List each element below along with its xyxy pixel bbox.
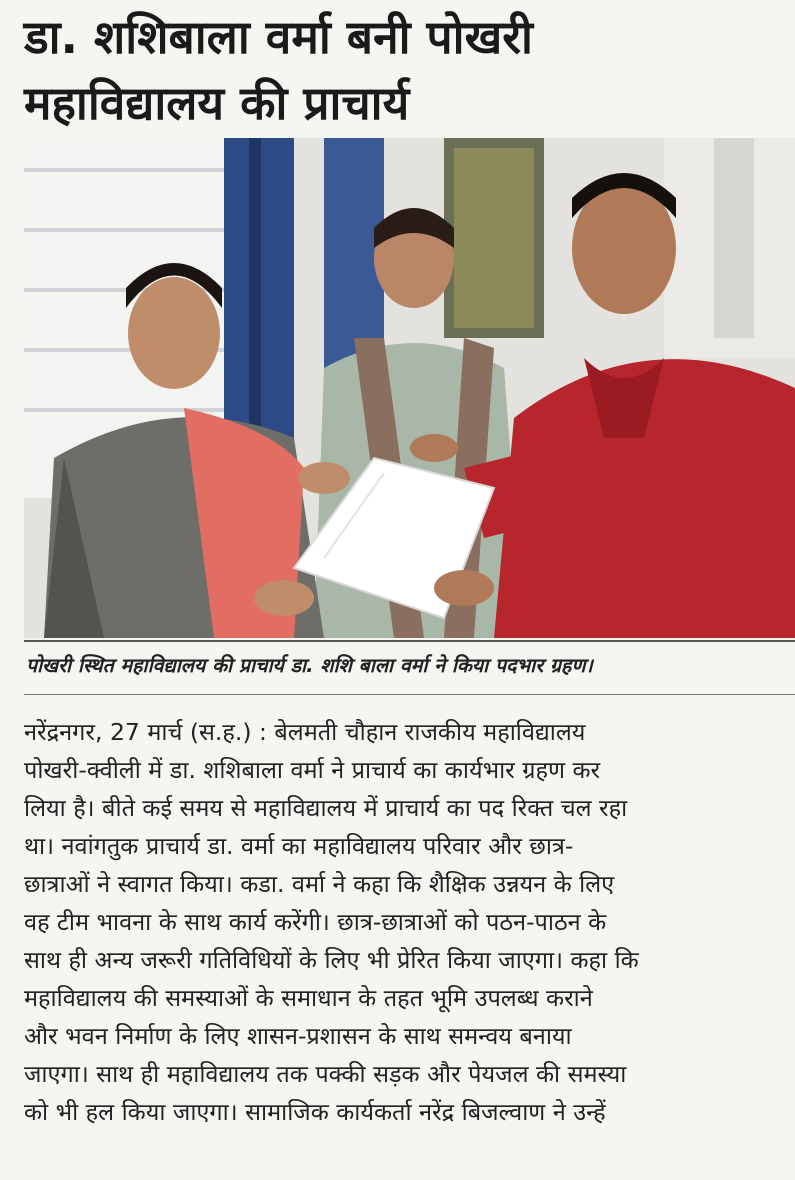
body-line: वह टीम भावना के साथ कार्य करेंगी। छात्र-छात्राओं को पठन-पाठन के [24,908,607,936]
headline [24,4,784,136]
body-line: था। नवांगतुक प्राचार्य डा. वर्मा का महाविद्यालय परिवार और छात्र- [24,832,574,860]
body-line: जाएगा। साथ ही महाविद्यालय तक पक्की सड़क और पेयजल की समस्या [24,1060,627,1088]
body-line: लिया है। बीते कई समय से महाविद्यालय में प्राचार्य का पद रिक्त चल रहा [24,794,628,822]
body-line: पोखरी-क्वीली में डा. शशिबाला वर्मा ने प्राचार्य का कार्यभार ग्रहण कर [24,756,601,784]
body-line: नरेंद्रनगर, 27 मार्च (स.ह.) : बेलमती चौहान राजकीय महाविद्यालय [24,718,586,746]
headline-line-1: डा. शशिबाला वर्मा बनी पोखरी [24,10,533,64]
caption-rule-top [24,640,795,642]
photo-caption: पोखरी स्थित महाविद्यालय की प्राचार्य डा. शशि बाला वर्मा ने किया पदभार ग्रहण। [26,654,593,677]
caption-rule-bottom [24,694,795,695]
news-photo [24,138,795,638]
body-line: छात्राओं ने स्वागत किया। कडा. वर्मा ने कहा कि शैक्षिक उन्नयन के लिए [24,870,615,898]
article-body [24,713,790,1131]
body-line: साथ ही अन्य जरूरी गतिविधियों के लिए भी प्रेरित किया जाएगा। कहा कि [24,946,639,974]
headline-line-2: महाविद्यालय की प्राचार्य [24,76,410,130]
body-line: और भवन निर्माण के लिए शासन-प्रशासन के साथ समन्वय बनाया [24,1022,572,1050]
body-line: को भी हल किया जाएगा। सामाजिक कार्यकर्ता नरेंद्र बिजल्वाण ने उन्हें [24,1098,606,1126]
body-line: महाविद्यालय की समस्याओं के समाधान के तहत भूमि उपलब्ध कराने [24,984,593,1012]
